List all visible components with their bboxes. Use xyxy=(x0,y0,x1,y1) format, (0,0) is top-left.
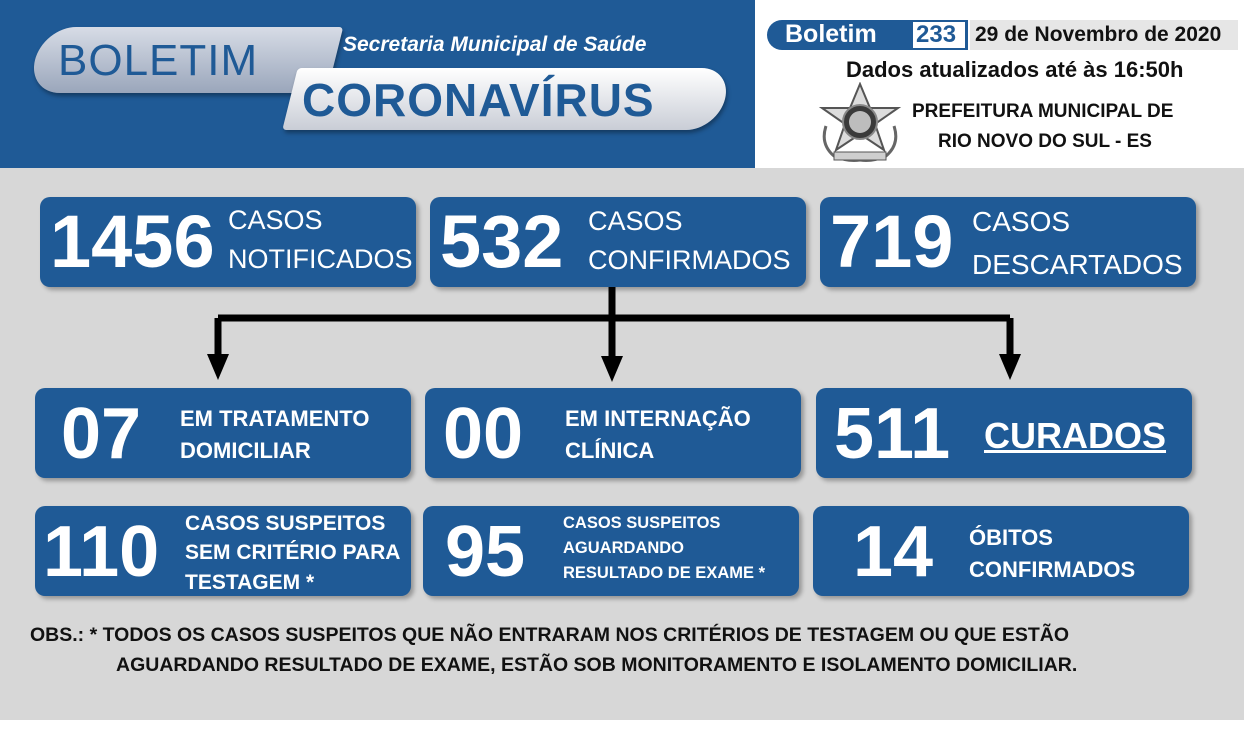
notificados-label2: NOTIFICADOS xyxy=(228,244,413,274)
obs-line1: OBS.: * TODOS OS CASOS SUSPEITOS QUE NÃO ENTRARAM NOS CRITÉRIOS DE TESTAGEM OU QUE ESTÃO xyxy=(30,624,1070,646)
boletim-number: 233 xyxy=(916,21,957,48)
boletim-word: BOLETIM xyxy=(58,36,259,85)
confirmados-label2: CONFIRMADOS xyxy=(588,245,791,275)
notificados-value: 1456 xyxy=(50,200,215,283)
curados-label: CURADOS xyxy=(984,415,1167,456)
prefeitura-line1: PREFEITURA MUNICIPAL DE xyxy=(912,101,1174,122)
card-internacao xyxy=(425,388,801,478)
internacao-label2: CLÍNICA xyxy=(565,438,655,463)
curados-value: 511 xyxy=(834,394,951,474)
internacao-value: 00 xyxy=(443,394,524,474)
tratamento-value: 07 xyxy=(61,394,142,474)
confirmados-value: 532 xyxy=(440,200,564,283)
bottom-strip xyxy=(0,720,1244,735)
suspeitos-aguardando-label2: AGUARDANDO xyxy=(563,539,684,557)
descartados-value: 719 xyxy=(830,200,954,283)
card-curados xyxy=(816,388,1192,478)
obitos-value: 14 xyxy=(853,512,934,592)
suspeitos-sem-label1: CASOS SUSPEITOS xyxy=(185,512,386,535)
tratamento-label1: EM TRATAMENTO xyxy=(180,406,370,431)
notificados-label1: CASOS xyxy=(228,205,323,235)
obs-line2: AGUARDANDO RESULTADO DE EXAME, ESTÃO SOB MONITORAMENTO E ISOLAMENTO DOMICILIAR. xyxy=(116,654,1078,676)
suspeitos-sem-value: 110 xyxy=(43,512,160,592)
confirmados-label1: CASOS xyxy=(588,206,683,236)
card-suspeitos-aguardando xyxy=(423,506,799,596)
suspeitos-sem-label2: SEM CRITÉRIO PARA xyxy=(185,541,401,564)
tratamento-label2: DOMICILIAR xyxy=(180,438,311,463)
bulletin-date: 29 de Novembro de 2020 xyxy=(975,23,1222,46)
card-suspeitos-sem-criterio xyxy=(35,506,411,596)
card-obitos xyxy=(813,506,1189,596)
obitos-label1: ÓBITOS xyxy=(969,525,1053,550)
descartados-label2: DESCARTADOS xyxy=(972,249,1183,280)
descartados-label1: CASOS xyxy=(972,206,1071,237)
updated-time: Dados atualizados até às 16:50h xyxy=(846,57,1184,82)
obitos-label2: CONFIRMADOS xyxy=(969,557,1136,582)
card-tratamento xyxy=(35,388,411,478)
secretaria-title: Secretaria Municipal de Saúde xyxy=(343,33,647,56)
coronavirus-title: CORONAVÍRUS xyxy=(302,74,655,126)
internacao-label1: EM INTERNAÇÃO xyxy=(565,406,751,431)
suspeitos-sem-label3: TESTAGEM * xyxy=(185,571,315,594)
suspeitos-aguardando-label3: RESULTADO DE EXAME * xyxy=(563,564,765,582)
prefeitura-line2: RIO NOVO DO SUL - ES xyxy=(938,131,1152,152)
boletim-label: Boletim xyxy=(785,20,877,48)
suspeitos-aguardando-label1: CASOS SUSPEITOS xyxy=(563,514,721,532)
suspeitos-aguardando-value: 95 xyxy=(445,512,526,592)
